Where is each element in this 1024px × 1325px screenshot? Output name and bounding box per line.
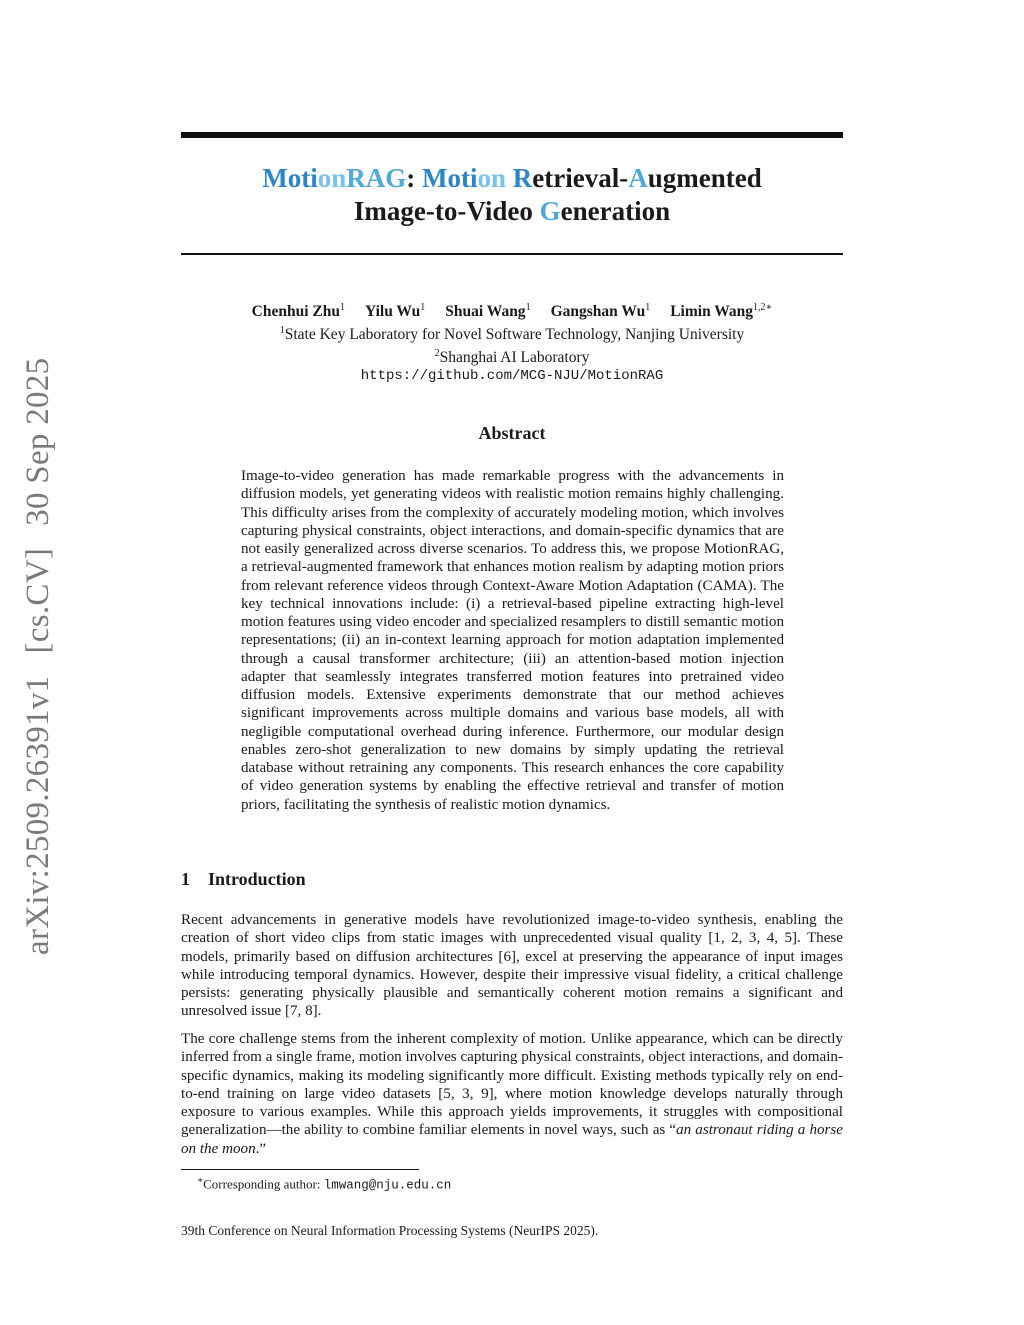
repo-link[interactable]: https://github.com/MCG-NJU/MotionRAG [360,368,664,385]
author-name: Yilu Wu [364,303,421,321]
intro-p2-text: The core challenge stems from the inherent complexity of motion. Unlike appearance, which can be directly inferred from a single frame, motion involves capturing physical constraints, object interactions, and domain-specific dynamics, making its modeling significantly more difficult. Existing methods typically rely on end-to-end training on large video datasets [5, 3, 9], where motion knowledge develops naturally through exposure to various examples. While this approach yields improvements, it struggles with compositional generalization—the ability to combine familiar elements in novel ways, such as “ [181,1031,843,1139]
section-heading-introduction [181,869,306,890]
arxiv-identifier-stamp [20,336,57,955]
title-line-1 [181,162,843,195]
title-seg: Moti [422,163,478,193]
author [445,303,530,320]
affiliation [181,344,843,367]
paper-title [181,162,843,228]
author-affil-mark: 1 [525,302,531,313]
intro-paragraph-1: Recent advancements in generative models have revolutionized image-to-video synthesis, enabling the creation of short video clips from static images with unprecedented visual quality [1, 2, 3, 4, 5]. These models, primarily based on diffusion architectures [6], excel at preserving the appearance of input images while introducing temporal dynamics. However, despite their impressive visual fidelity, a critical challenge persists: generating physically plausible and semantically coherent motion remains a significant and unresolved issue [7, 8]. [181,912,843,1020]
author [670,303,772,320]
author-name: Gangshan Wu [550,303,646,321]
author-name: Shuai Wang [445,303,526,321]
abstract-text: Image-to-video generation has made remarkable progress with the advancements in diffusion models, yet generating videos with realistic motion remains highly challenging. This difficulty arises from the complexity of accurately modeling motion, which involves capturing physical constraints, object interactions, and domain-specific dynamics that are not easily generalized across diverse scenarios. To address this, we propose MotionRAG, a retrieval-augmented framework that enhances motion realism by adapting motion priors from relevant reference videos through Context-Aware Motion Adaptation (CAMA). The key technical innovations include: (i) a retrieval-based pipeline extracting high-level motion features using video encoder and specialized resamplers to distill semantic motion representations; (ii) an in-context learning approach for motion adaptation implemented through a causal transformer architecture; (iii) an attention-based motion injection adapter that seamlessly integrates transferred motion features into pretrained video diffusion models. Extensive experiments demonstrate that our method achieves significant improvements across multiple domains and various base models, all with negligible computational overhead during inference. Furthermore, our modular design enables zero-shot generalization to new domains by simply updating the retrieval database without retraining any components. This research enhances the core capability of video generation systems by enabling the effective retrieval and transfer of motion priors, facilitating the synthesis of realistic motion dynamics. [241,468,784,813]
title-seg: A [628,163,648,193]
title-seg: etrieval- [532,163,629,193]
title-seg: R [512,163,533,193]
intro-p2-end: .” [255,1140,267,1157]
author [365,303,425,320]
author-affil-mark: 1 [645,302,651,313]
title-line-2 [181,195,843,228]
title-seg: Moti [262,163,318,193]
affiliation-text: State Key Laboratory for Novel Software Technology, Nanjing University [284,326,745,344]
footnote [197,1175,451,1192]
author-list [181,298,843,321]
section-title: Introduction [208,869,306,889]
author-affil-mark: 1 [339,302,345,313]
affiliation-mark: 1 [279,325,285,337]
title-seg [506,163,513,193]
title-bottom-rule [181,253,843,255]
affiliation [181,321,843,344]
title-seg: ugmented [647,163,762,193]
title-seg: G [539,196,561,226]
intro-p2-example: an astronaut riding a horse on the moon [181,1122,843,1157]
author-name: Limin Wang [670,303,754,321]
title-seg: eneration [560,196,671,226]
author [551,303,651,320]
footnote-label: Corresponding author: [203,1176,324,1192]
author-name: Chenhui Zhu [251,303,340,321]
author-block [181,298,843,386]
footnote-rule [181,1169,419,1170]
venue-footer: 39th Conference on Neural Information Processing Systems (NeurIPS 2025). [181,1223,599,1238]
title-seg: Image-to-Video [353,196,540,226]
title-seg: : [406,163,423,193]
footnote-mark: ∗ [197,1175,204,1185]
title-seg: RAG [346,163,407,193]
author-affil-mark: 1 [420,302,426,313]
abstract-heading: Abstract [478,423,546,443]
affiliation-text: Shanghai AI Laboratory [439,349,590,367]
intro-paragraph-2 [181,1030,843,1158]
section-number: 1 [181,869,190,889]
arxiv-date: 30 Sep 2025 [20,357,56,526]
affiliation-mark: 2 [434,348,440,360]
author-affil-mark: 1,2∗ [753,302,773,313]
footnote-email[interactable]: lmwang@nju.edu.cn [323,1178,452,1193]
title-top-rule [181,132,843,138]
title-seg: on [477,163,507,193]
arxiv-id: arXiv:2509.26391v1 [20,675,56,955]
arxiv-category: [cs.CV] [20,547,56,654]
author [252,303,345,320]
title-seg: on [317,163,347,193]
